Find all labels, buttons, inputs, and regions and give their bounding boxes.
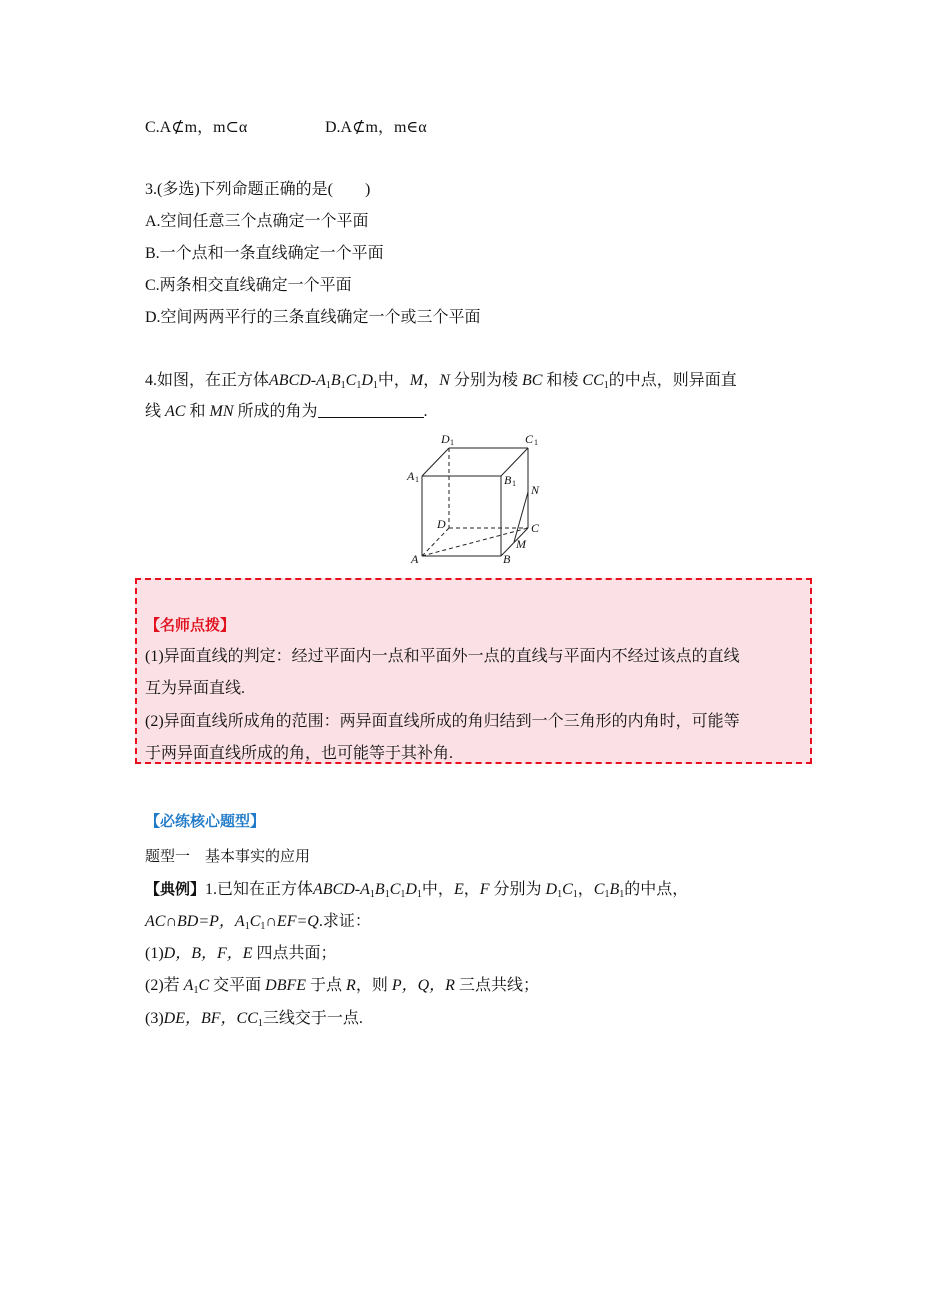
- svg-text:1: 1: [512, 479, 516, 488]
- label-b: B: [503, 552, 511, 566]
- label-c1: C: [525, 432, 534, 446]
- q3-option-a: A.空间任意三个点确定一个平面: [145, 213, 369, 230]
- label-a1: A: [407, 469, 415, 483]
- type1-heading: 题型一 基本事实的应用: [145, 847, 311, 865]
- q2-option-c: C.A⊄m，m⊂α: [145, 119, 248, 136]
- answer-blank[interactable]: [318, 401, 424, 418]
- cube-figure: [400, 432, 560, 572]
- section-title: 【必练核心题型】: [145, 812, 266, 830]
- teacher-tip-box: [135, 578, 812, 764]
- tip-p2-line2: 于两异面直线所成的角，也可能等于其补角.: [145, 745, 454, 762]
- q2-option-d: D.A⊄m，m∈α: [325, 119, 427, 136]
- label-d: D: [437, 517, 446, 531]
- label-a: A: [411, 552, 419, 566]
- example-part3: (3)DE，BF，$CC_1$三线交于一点.: [145, 1010, 363, 1029]
- svg-text:1: 1: [534, 438, 538, 447]
- q3-option-c: C.两条相交直线确定一个平面: [145, 277, 352, 294]
- tip-p1-line1: (1)异面直线的判定：经过平面内一点和平面外一点的直线与平面内不经过该点的直线: [145, 648, 740, 665]
- tip-p1-line2: 互为异面直线.: [145, 680, 246, 697]
- label-m: M: [516, 537, 526, 551]
- q3-stem: 3.(多选)下列命题正确的是( ): [145, 181, 371, 198]
- q4-stem-line2: 线 AC 和 MN 所成的角为 .: [145, 403, 428, 420]
- tip-title: 【名师点拨】: [145, 616, 236, 634]
- label-c: C: [531, 521, 540, 535]
- example-part1: (1)D，B，F，E 四点共面；: [145, 945, 337, 962]
- label-n: N: [531, 483, 540, 497]
- example-part2: (2)若 $A_1C$ 交平面 DBFE 于点 R，则 P，Q，R 三点共线；: [145, 977, 539, 996]
- tip-p2-line1: (2)异面直线所成角的范围：两异面直线所成的角归结到一个三角形的内角时，可能等: [145, 713, 740, 730]
- svg-text:1: 1: [415, 475, 419, 484]
- label-b1: B: [504, 473, 512, 487]
- example-line1: 【典例】1.已知在正方体ABCD-$A_1B_1C_1D_1$中，E，F 分别为 $D_1C_1$，$C_1B_1$的中点，: [145, 880, 689, 900]
- q3-option-d: D.空间两两平行的三条直线确定一个或三个平面: [145, 309, 481, 326]
- example-line2: AC∩BD=P，$A_1C_1\cap EF=Q$.求证：: [145, 913, 371, 932]
- svg-text:1: 1: [450, 438, 454, 447]
- label-d1: D: [441, 432, 450, 446]
- q4-stem-line1: 4.如图，在正方体ABCD-$A_1B_1C_1D_1$中，M，N 分别为棱 BC 和棱 $CC_1$的中点，则异面直: [145, 372, 737, 391]
- q3-option-b: B.一个点和一条直线确定一个平面: [145, 245, 384, 262]
